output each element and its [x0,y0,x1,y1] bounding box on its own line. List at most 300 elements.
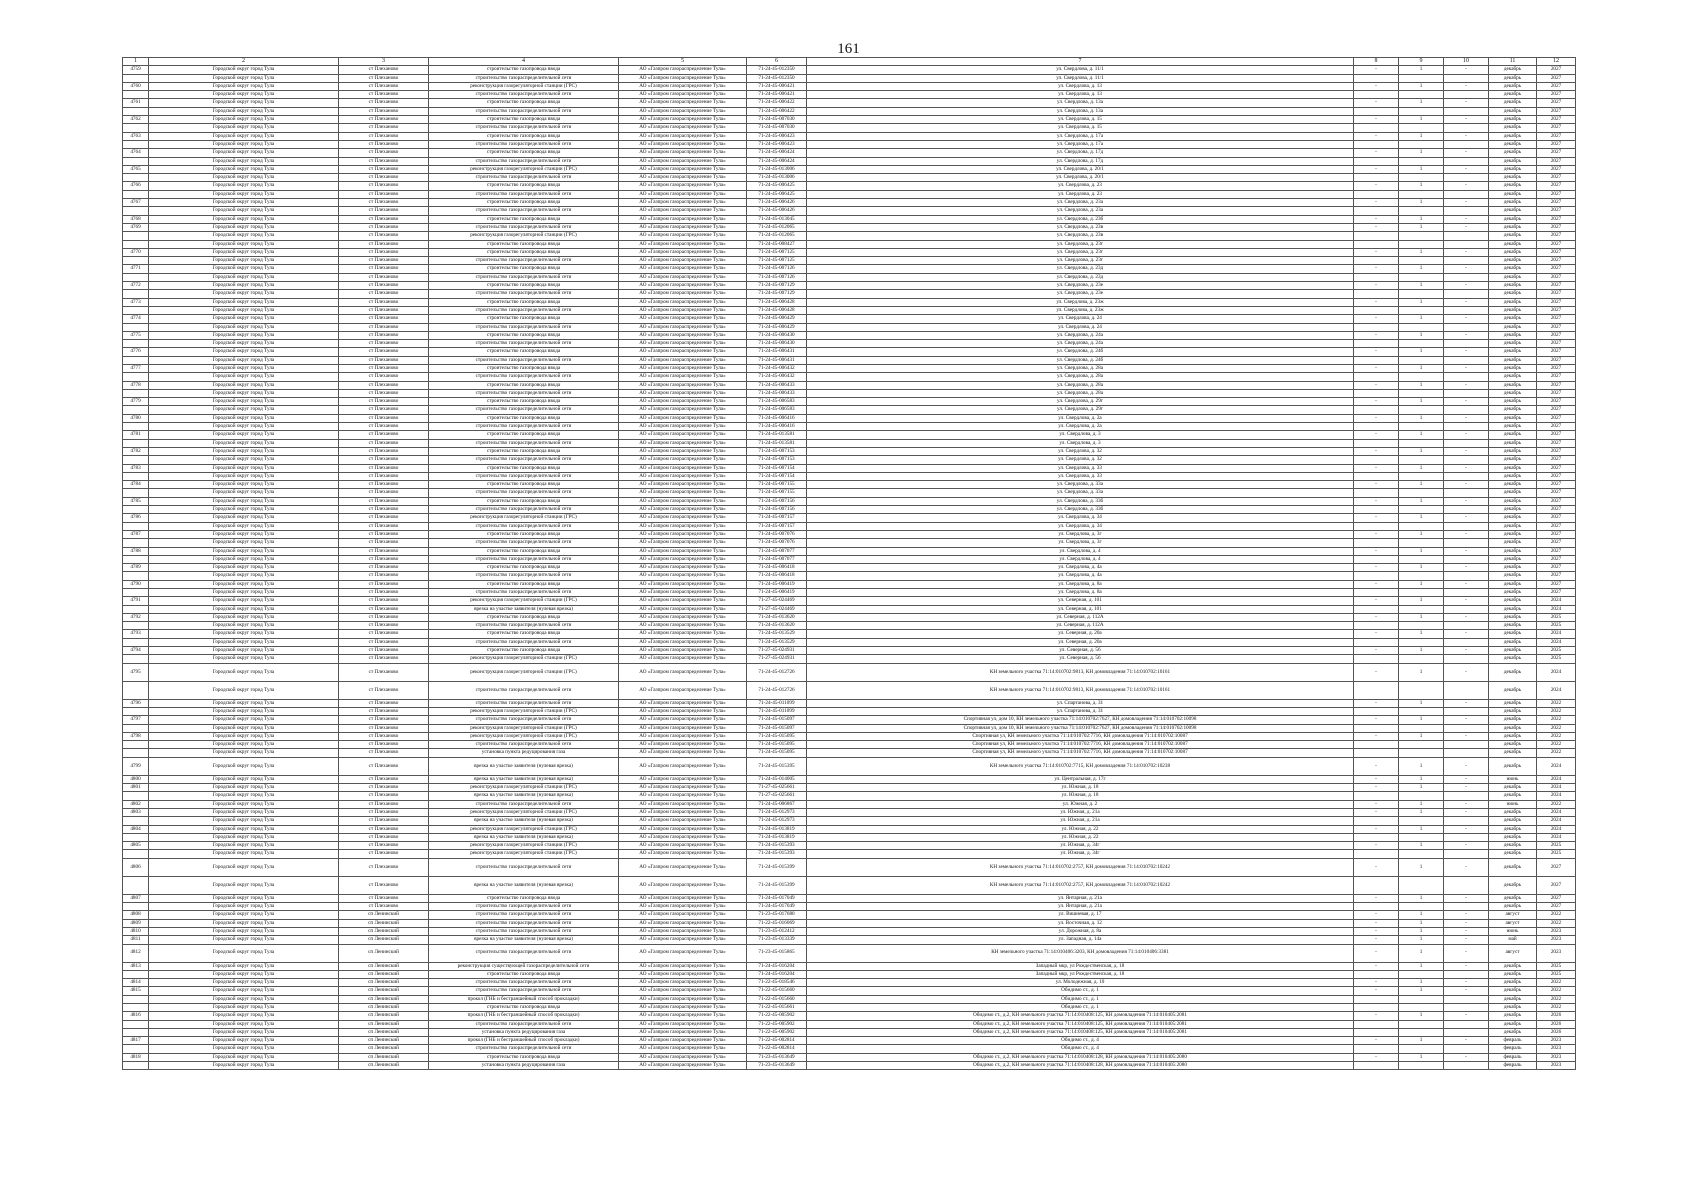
month-cell: декабрь [1489,340,1537,348]
year-cell: 2027 [1537,124,1576,132]
table-row [123,850,1576,858]
address-cell: ул. Молодежная, д. 10 [807,979,1354,987]
organization-cell: АО «Газпром газораспределение Тула» [619,936,747,944]
table-row [123,406,1576,414]
organization-cell: АО «Газпром газораспределение Тула» [619,91,747,99]
column-9-cell: 1 [1399,580,1444,588]
table-row [123,373,1576,381]
municipality-cell: Городской округ город Тула [149,876,339,894]
column-8-cell: - [1354,414,1399,422]
settlement-cell: ст Плеханово [339,74,429,82]
application-code-cell: 71-24-45-006430 [747,340,807,348]
row-number-cell: 4782 [123,447,149,455]
month-cell: декабрь [1489,182,1537,190]
month-cell: декабрь [1489,970,1537,978]
work-type-cell: строительство газопровода ввода [429,613,619,621]
year-cell: 2023 [1537,1037,1576,1045]
address-cell: ул. Свердлова, д. 17д [807,149,1354,157]
application-code-cell: 71-24-45-006428 [747,306,807,314]
month-cell: декабрь [1489,1003,1537,1011]
column-9-cell: 1 [1399,215,1444,223]
year-cell: 2022 [1537,724,1576,732]
municipality-cell: Городской округ город Тула [149,91,339,99]
application-code-cell: 71-22-45-005902 [747,1012,807,1020]
work-type-cell: строительство газораспределительной сети [429,979,619,987]
settlement-cell: ст Плеханово [339,903,429,911]
table-row [123,447,1576,455]
column-10-cell [1444,724,1489,732]
work-type-cell: строительство газораспределительной сети [429,91,619,99]
table-row [123,732,1576,740]
table-row [123,1003,1576,1011]
row-number-cell [123,439,149,447]
municipality-cell: Городской округ город Тула [149,1053,339,1061]
column-8-cell: - [1354,82,1399,90]
row-number-cell: 4777 [123,364,149,372]
municipality-cell: Городской округ город Тула [149,647,339,655]
row-number-cell [123,572,149,580]
column-10-cell [1444,456,1489,464]
municipality-cell: Городской округ город Тула [149,82,339,90]
month-cell: декабрь [1489,306,1537,314]
column-9-cell [1399,389,1444,397]
municipality-cell: Городской округ город Тула [149,223,339,231]
work-type-cell: строительство газораспределительной сети [429,987,619,995]
column-10-cell: - [1444,784,1489,792]
column-9-cell [1399,749,1444,757]
address-cell: ул. Свердлова, д. 13а [807,99,1354,107]
settlement-cell: ст Плеханово [339,638,429,646]
table-row [123,389,1576,397]
table-row [123,265,1576,273]
column-9-cell: 1 [1399,182,1444,190]
column-10-cell [1444,240,1489,248]
municipality-cell: Городской округ город Тула [149,792,339,800]
work-type-cell: строительство газопровода ввода [429,315,619,323]
column-9-cell: 1 [1399,514,1444,522]
column-8-cell [1354,1028,1399,1036]
year-cell: 2027 [1537,182,1576,190]
column-9-cell [1399,555,1444,563]
settlement-cell: ст Плеханово [339,66,429,74]
address-cell: ул. Свердлова, д. 33б [807,506,1354,514]
address-cell: ул. Свердлова, д. 20/1 [807,174,1354,182]
year-cell: 2024 [1537,825,1576,833]
column-8-cell [1354,995,1399,1003]
address-cell: ул. Свердлова, д. 4а [807,564,1354,572]
year-cell: 2024 [1537,757,1576,775]
settlement-cell: ст Плеханово [339,716,429,724]
column-8-cell [1354,232,1399,240]
settlement-cell: ст Плеханово [339,116,429,124]
work-type-cell: врезка на участке заявителя (нулевая врезка) [429,775,619,783]
column-10-cell [1444,157,1489,165]
column-10-cell: - [1444,149,1489,157]
settlement-cell: ст Плеханово [339,792,429,800]
municipality-cell: Городской округ город Тула [149,298,339,306]
column-8-cell: - [1354,199,1399,207]
year-cell: 2025 [1537,647,1576,655]
row-number-cell [123,140,149,148]
year-cell: 2027 [1537,232,1576,240]
column-9-cell: 1 [1399,223,1444,231]
column-8-cell [1354,555,1399,563]
month-cell: декабрь [1489,140,1537,148]
application-code-cell: 71-24-45-006418 [747,564,807,572]
year-cell: 2027 [1537,439,1576,447]
organization-cell: АО «Газпром газораспределение Тула» [619,331,747,339]
address-cell: ул. Свердлова, д. 4 [807,555,1354,563]
month-cell: декабрь [1489,987,1537,995]
column-8-cell [1354,572,1399,580]
application-code-cell: 71-24-45-006431 [747,356,807,364]
row-number-cell: 4811 [123,936,149,944]
row-number-cell: 4770 [123,248,149,256]
row-number-cell [123,107,149,115]
year-cell: 2027 [1537,389,1576,397]
address-cell: ул. Свердлова, д. 23в [807,232,1354,240]
work-type-cell: строительство газопровода ввода [429,580,619,588]
year-cell: 2027 [1537,190,1576,198]
column-8-cell [1354,207,1399,215]
application-code-cell: 71-24-45-013529 [747,638,807,646]
address-cell: ул. Свердлова, д. 23г [807,248,1354,256]
application-code-cell: 71-24-45-007153 [747,447,807,455]
table-row [123,539,1576,547]
table-row [123,547,1576,555]
row-number-cell: 4773 [123,298,149,306]
column-9-cell: 1 [1399,381,1444,389]
work-type-cell: строительство газораспределительной сети [429,74,619,82]
work-type-cell: строительство газопровода ввода [429,381,619,389]
column-10-cell: - [1444,842,1489,850]
municipality-cell: Городской округ город Тула [149,182,339,190]
row-number-cell: 4771 [123,265,149,273]
column-8-cell: - [1354,547,1399,555]
settlement-cell: сп Ленинский [339,1037,429,1045]
organization-cell: АО «Газпром газораспределение Тула» [619,431,747,439]
row-number-cell: 4775 [123,331,149,339]
month-cell: декабрь [1489,842,1537,850]
application-code-cell: 71-24-45-014005 [747,775,807,783]
address-cell: ул. Северная, д. 20а [807,630,1354,638]
column-8-cell [1354,681,1399,699]
municipality-cell: Городской округ город Тула [149,497,339,505]
settlement-cell: ст Плеханово [339,681,429,699]
municipality-cell: Городской округ город Тула [149,406,339,414]
year-cell: 2027 [1537,472,1576,480]
column-9-cell: 1 [1399,447,1444,455]
work-type-cell: строительство газораспределительной сети [429,699,619,707]
row-number-cell [123,970,149,978]
table-row [123,894,1576,902]
application-code-cell: 71-24-45-006867 [747,800,807,808]
table-row [123,74,1576,82]
month-cell: декабрь [1489,506,1537,514]
municipality-cell: Городской округ город Тула [149,315,339,323]
organization-cell: АО «Газпром газораспределение Тула» [619,174,747,182]
organization-cell: АО «Газпром газораспределение Тула» [619,481,747,489]
column-8-cell: - [1354,165,1399,173]
municipality-cell: Городской округ город Тула [149,979,339,987]
year-cell: 2023 [1537,1053,1576,1061]
settlement-cell: сп Ленинский [339,927,429,935]
year-cell: 2026 [1537,1012,1576,1020]
row-number-cell [123,74,149,82]
month-cell: декабрь [1489,622,1537,630]
column-9-cell [1399,707,1444,715]
row-number-cell [123,306,149,314]
application-code-cell: 71-24-45-006583 [747,398,807,406]
work-type-cell: врезка на участке заявителя (нулевая врезка) [429,936,619,944]
column-8-cell [1354,174,1399,182]
table-row [123,970,1576,978]
settlement-cell: ст Плеханово [339,240,429,248]
organization-cell: АО «Газпром газораспределение Тула» [619,638,747,646]
organization-cell: АО «Газпром газораспределение Тула» [619,497,747,505]
address-cell: ул. Вишневая, д. 17 [807,911,1354,919]
settlement-cell: ст Плеханово [339,497,429,505]
month-cell: декабрь [1489,257,1537,265]
organization-cell: АО «Газпром газораспределение Тула» [619,944,747,962]
column-9-cell: 1 [1399,564,1444,572]
column-header: 1 [123,58,149,66]
table-row [123,808,1576,816]
application-code-cell: 71-24-45-006583 [747,406,807,414]
settlement-cell: ст Плеханово [339,149,429,157]
work-type-cell: строительство газопровода ввода [429,1003,619,1011]
month-cell: июнь [1489,800,1537,808]
application-code-cell: 71-24-45-007154 [747,472,807,480]
settlement-cell: ст Плеханово [339,605,429,613]
column-8-cell: - [1354,215,1399,223]
column-9-cell: 1 [1399,647,1444,655]
address-cell: КН земельного участка 71:14:010702:9813, КН домовладения 71:14:010702:10161 [807,663,1354,681]
row-number-cell: 4763 [123,132,149,140]
settlement-cell: сп Ленинский [339,936,429,944]
work-type-cell: строительство газопровода ввода [429,282,619,290]
municipality-cell: Городской округ город Тула [149,1028,339,1036]
column-8-cell: - [1354,894,1399,902]
address-cell: ул. Свердлова, д. 4а [807,572,1354,580]
application-code-cell: 71-24-45-011099 [747,699,807,707]
column-9-cell: 1 [1399,936,1444,944]
table-row [123,290,1576,298]
work-type-cell: строительство газораспределительной сети [429,472,619,480]
application-code-cell: 71-24-45-015393 [747,850,807,858]
column-10-cell [1444,605,1489,613]
column-10-cell [1444,74,1489,82]
year-cell: 2027 [1537,414,1576,422]
table-row [123,232,1576,240]
settlement-cell: ст Плеханово [339,647,429,655]
year-cell: 2027 [1537,356,1576,364]
application-code-cell: 71-23-45-013649 [747,1062,807,1070]
municipality-cell: Городской округ город Тула [149,414,339,422]
organization-cell: АО «Газпром газораспределение Тула» [619,580,747,588]
work-type-cell: строительство газопровода ввода [429,348,619,356]
settlement-cell: ст Плеханово [339,655,429,663]
month-cell: декабрь [1489,157,1537,165]
address-cell: ул. Свердлова, д. 23е [807,282,1354,290]
month-cell: декабрь [1489,716,1537,724]
table-row [123,944,1576,962]
organization-cell: АО «Газпром газораспределение Тула» [619,647,747,655]
organization-cell: АО «Газпром газораспределение Тула» [619,157,747,165]
address-cell: Спортивная ул, КН земельного участка 71:14:010702:7716, КН домовладения 71:14:010702:10087 [807,749,1354,757]
work-type-cell: прокол (ГНБ и бестраншейный способ прокладки) [429,995,619,1003]
month-cell: декабрь [1489,580,1537,588]
municipality-cell: Городской округ город Тула [149,431,339,439]
column-9-cell [1399,741,1444,749]
year-cell: 2027 [1537,273,1576,281]
year-cell: 2027 [1537,340,1576,348]
application-code-cell: 71-24-45-007077 [747,547,807,555]
column-9-cell [1399,91,1444,99]
address-cell: ул. Свердлова, д. 29г [807,398,1354,406]
column-8-cell [1354,290,1399,298]
year-cell: 2027 [1537,539,1576,547]
column-8-cell: - [1354,530,1399,538]
year-cell: 2027 [1537,323,1576,331]
municipality-cell: Городской округ город Тула [149,716,339,724]
year-cell: 2027 [1537,858,1576,876]
row-number-cell [123,124,149,132]
address-cell: ул. Свердлова, д. 3 [807,431,1354,439]
month-cell: декабрь [1489,724,1537,732]
work-type-cell: врезка на участке заявителя (нулевая врезка) [429,792,619,800]
municipality-cell: Городской округ город Тула [149,340,339,348]
organization-cell: АО «Газпром газораспределение Тула» [619,124,747,132]
month-cell: декабрь [1489,124,1537,132]
application-code-cell: 71-24-45-012350 [747,74,807,82]
work-type-cell: реконструкция газорегуляторной станции (ГРС) [429,808,619,816]
table-row [123,1062,1576,1070]
organization-cell: АО «Газпром газораспределение Тула» [619,522,747,530]
column-8-cell [1354,724,1399,732]
row-number-cell: 4772 [123,282,149,290]
municipality-cell: Городской округ город Тула [149,572,339,580]
address-cell: ул. Свердлова, д. 3 [807,439,1354,447]
organization-cell: АО «Газпром газораспределение Тула» [619,962,747,970]
municipality-cell: Городской округ город Тула [149,564,339,572]
row-number-cell: 4818 [123,1053,149,1061]
application-code-cell: 71-24-45-007126 [747,273,807,281]
column-9-cell: 1 [1399,894,1444,902]
table-row [123,348,1576,356]
column-8-cell: - [1354,597,1399,605]
year-cell: 2022 [1537,707,1576,715]
month-cell: декабрь [1489,497,1537,505]
settlement-cell: ст Плеханово [339,724,429,732]
organization-cell: АО «Газпром газораспределение Тула» [619,589,747,597]
settlement-cell: ст Плеханово [339,572,429,580]
work-type-cell: реконструкция газорегуляторной станции (ГРС) [429,82,619,90]
month-cell: декабрь [1489,597,1537,605]
settlement-cell: ст Плеханово [339,707,429,715]
year-cell: 2025 [1537,962,1576,970]
organization-cell: АО «Газпром газораспределение Тула» [619,681,747,699]
address-cell: ул. Свердлова, д. 23 [807,190,1354,198]
organization-cell: АО «Газпром газораспределение Тула» [619,265,747,273]
column-10-cell [1444,876,1489,894]
column-8-cell: - [1354,808,1399,816]
column-9-cell [1399,373,1444,381]
year-cell: 2027 [1537,431,1576,439]
organization-cell: АО «Газпром газораспределение Тула» [619,514,747,522]
application-code-cell: 71-24-45-007153 [747,456,807,464]
row-number-cell [123,833,149,841]
year-cell: 2027 [1537,456,1576,464]
row-number-cell [123,157,149,165]
month-cell: декабрь [1489,681,1537,699]
settlement-cell: ст Плеханово [339,232,429,240]
settlement-cell: ст Плеханово [339,539,429,547]
work-type-cell: врезка на участке заявителя (нулевая врезка) [429,757,619,775]
address-cell: ул. Свердлова, д. 28а [807,389,1354,397]
municipality-cell: Городской округ город Тула [149,638,339,646]
application-code-cell: 71-24-45-012973 [747,808,807,816]
application-code-cell: 71-22-45-002814 [747,1037,807,1045]
year-cell: 2027 [1537,447,1576,455]
organization-cell: АО «Газпром газораспределение Тула» [619,464,747,472]
organization-cell: АО «Газпром газораспределение Тула» [619,182,747,190]
month-cell: декабрь [1489,190,1537,198]
column-9-cell [1399,833,1444,841]
table-row [123,613,1576,621]
column-9-cell: 1 [1399,364,1444,372]
address-cell: ул. Свердлова, д. 2а [807,423,1354,431]
month-cell: декабрь [1489,82,1537,90]
column-10-cell [1444,903,1489,911]
organization-cell: АО «Газпром газораспределение Тула» [619,817,747,825]
column-10-cell: - [1444,962,1489,970]
application-code-cell: 71-24-45-007155 [747,481,807,489]
work-type-cell: реконструкция существующей газораспределительной сети [429,962,619,970]
column-10-cell: - [1444,1053,1489,1061]
settlement-cell: ст Плеханово [339,348,429,356]
year-cell: 2027 [1537,140,1576,148]
column-10-cell: - [1444,414,1489,422]
application-code-cell: 71-23-45-013649 [747,1053,807,1061]
application-code-cell: 71-22-45-018546 [747,979,807,987]
column-8-cell [1354,707,1399,715]
table-row [123,911,1576,919]
year-cell: 2025 [1537,655,1576,663]
application-code-cell: 71-24-45-013581 [747,439,807,447]
municipality-cell: Городской округ город Тула [149,850,339,858]
table-row [123,240,1576,248]
address-cell: ул. Свердлова, д. 8а [807,589,1354,597]
column-8-cell [1354,1062,1399,1070]
address-cell: ул. Свердлова, д. 23б [807,215,1354,223]
column-8-cell [1354,356,1399,364]
municipality-cell: Городской округ город Тула [149,903,339,911]
work-type-cell: реконструкция газорегуляторной станции (ГРС) [429,514,619,522]
column-9-cell: 1 [1399,298,1444,306]
row-number-cell [123,373,149,381]
work-type-cell: строительство газораспределительной сети [429,140,619,148]
organization-cell: АО «Газпром газораспределение Тула» [619,539,747,547]
column-8-cell: - [1354,248,1399,256]
year-cell: 2027 [1537,423,1576,431]
month-cell: декабрь [1489,472,1537,480]
column-9-cell: 1 [1399,132,1444,140]
table-row [123,140,1576,148]
table-row [123,622,1576,630]
municipality-cell: Городской округ город Тула [149,389,339,397]
address-cell: ул. Свердлова, д. 20/1 [807,165,1354,173]
